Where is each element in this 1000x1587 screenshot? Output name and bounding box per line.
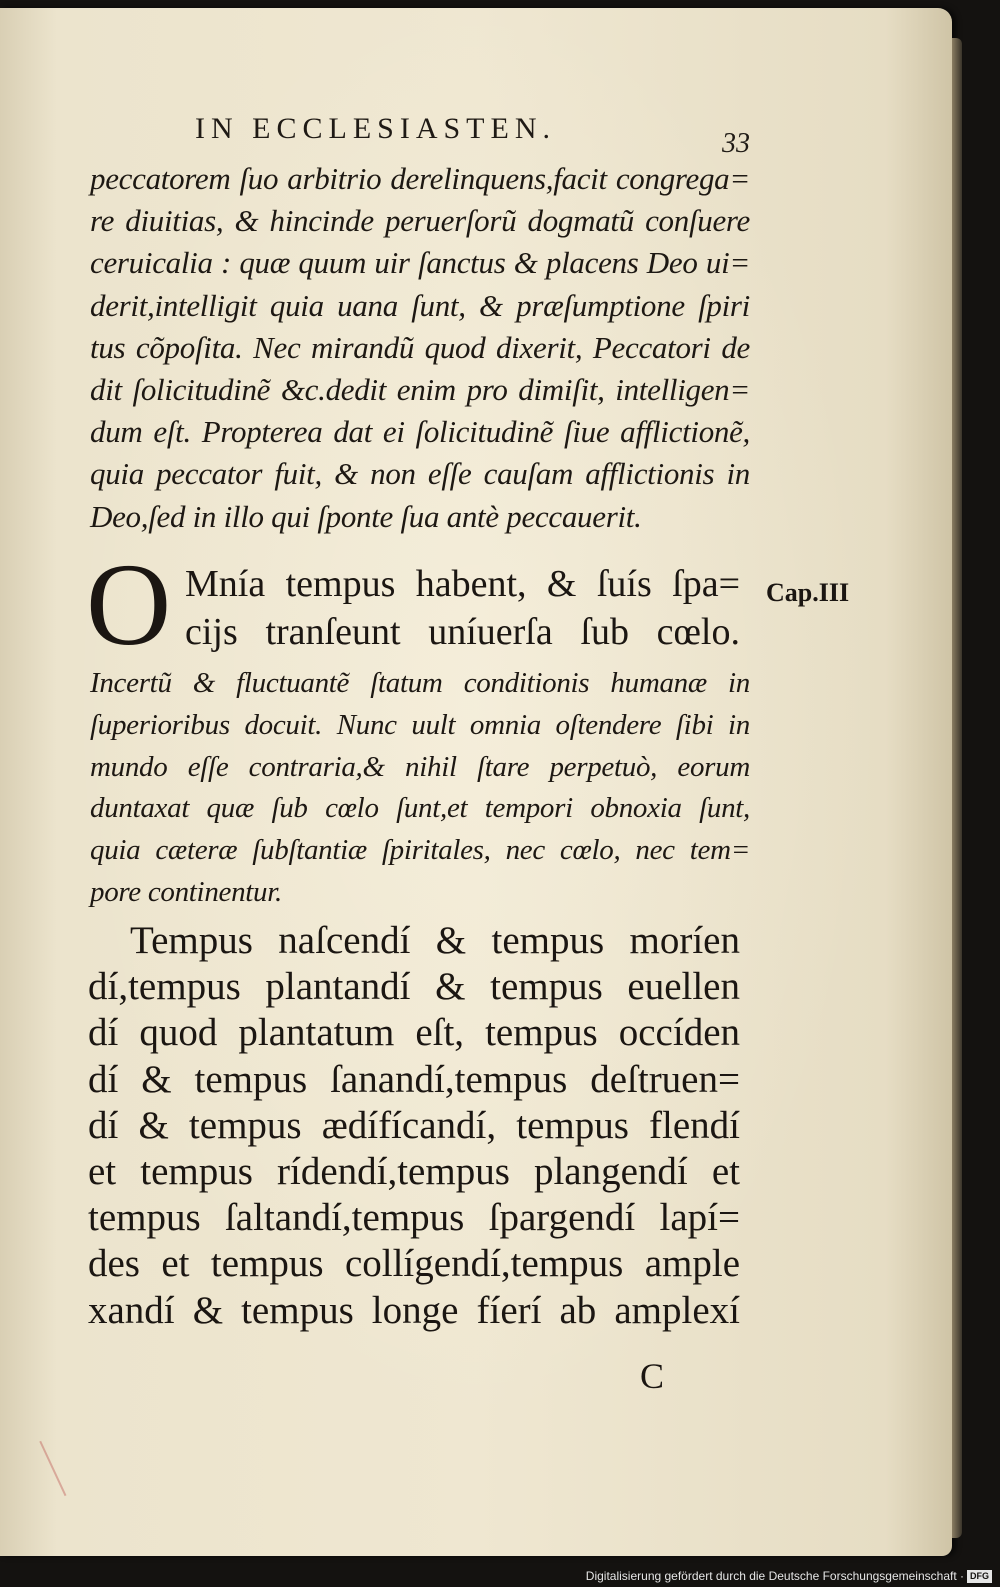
text-line: quia cæteræ ſubſtantiæ ſpiritales, nec cœlo, nec tem=: [90, 834, 750, 867]
commentary-block-2: [90, 663, 750, 914]
text-line: ſuperioribus docuit. Nunc uult omnia oſtendere ſibi in: [90, 708, 750, 741]
drop-cap-initial: O: [86, 539, 172, 670]
chapter-marker: Cap.III: [766, 578, 850, 607]
text-line: ceruicalia : quæ quum uir ſanctus & placens Deo ui=: [90, 245, 750, 281]
verse-line: xandí & tempus longe fíerí ab amplexí: [88, 1288, 740, 1332]
verse-line: dí & tempus ædífícandí, tempus flendí: [88, 1103, 740, 1147]
verse-line: tempus ſaltandí,tempus ſpargendí lapí=: [88, 1196, 740, 1240]
commentary-block-1: [90, 158, 750, 538]
verse-line: dí quod plantatum eſt, tempus occíden: [88, 1011, 740, 1055]
verse-block-1: [185, 560, 740, 656]
text-line: tus cõpoſita. Nec mirandũ quod dixerit, Peccatori de: [90, 329, 750, 365]
signature-mark: C: [640, 1356, 665, 1396]
page-number: 33: [722, 128, 750, 159]
digitization-credit: [586, 1569, 992, 1583]
running-title: IN ECCLESIASTEN.: [195, 112, 556, 145]
verse-line: et tempus rídendí,tempus plangendí et: [88, 1150, 740, 1194]
verse-block-2: [88, 918, 740, 1334]
text-line: quia peccator fuit, & non eſſe cauſam afflictionis in: [90, 456, 750, 492]
text-line: derit,intelligit quia uana ſunt, & præſumptione ſpiri: [90, 287, 750, 323]
credit-text: Digitalisierung gefördert durch die Deutsche Forschungsgemeinschaft ·: [585, 1569, 964, 1583]
text-line: mundo eſſe contraria,& nihil ſtare perpetuò, eorum: [90, 750, 750, 783]
verse-line: Mnía tempus habent, & ſuís ſpa=: [185, 563, 740, 605]
verse-line: dí,tempus plantandí & tempus euellen: [88, 965, 740, 1009]
text-line: peccatorem ſuo arbitrio derelinquens,facit congrega=: [90, 161, 750, 196]
text-line: dum eſt. Propterea dat ei ſolicitudinẽ ſiue afflictionẽ,: [90, 414, 750, 450]
dfg-logo: DFG: [967, 1570, 992, 1583]
text-line: dit ſolicitudinẽ &c.dedit enim pro dimiſit, intelligen=: [90, 372, 750, 408]
page-edge: [952, 38, 962, 1538]
text-line: pore continentur.: [90, 875, 282, 908]
verse-line: des et tempus collígendí,tempus ample: [88, 1242, 740, 1286]
verse-line: dí & tempus ſanandí,tempus deſtruen=: [88, 1057, 740, 1101]
verse-line: cijs tranſeunt uníuerſa ſub cœlo.: [185, 611, 740, 653]
text-line: Deo,ſed in illo qui ſponte ſua antè peccauerit.: [90, 498, 642, 534]
text-line: duntaxat quæ ſub cœlo ſunt,et tempori obnoxia ſunt,: [90, 792, 750, 825]
verse-line: Tempus naſcendí & tempus moríen: [130, 919, 740, 962]
text-line: re diuitias, & hincinde peruerſorũ dogmatũ conſuere: [90, 203, 750, 239]
text-line: Incertũ & fluctuantẽ ſtatum conditionis humanæ in: [90, 667, 750, 699]
